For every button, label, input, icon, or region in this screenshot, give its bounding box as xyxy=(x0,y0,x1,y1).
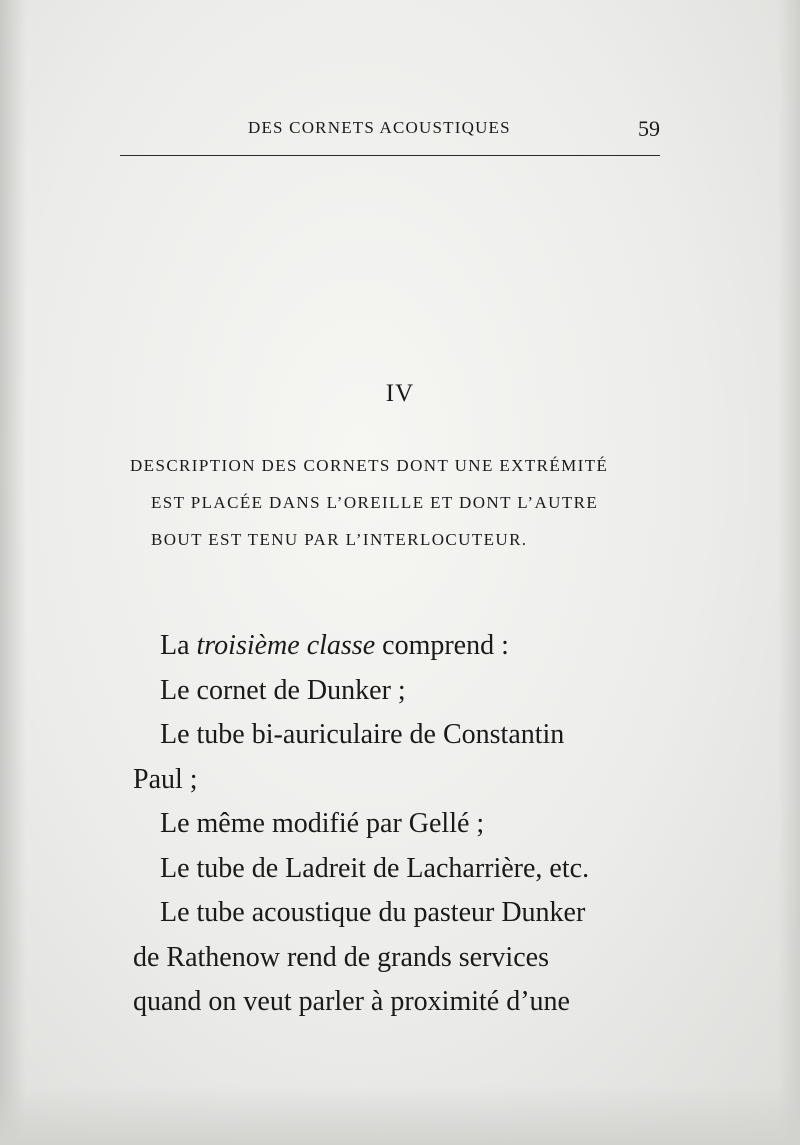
body-text xyxy=(133,624,666,1025)
text-run: comprend : xyxy=(375,630,509,661)
text-line: Le tube acoustique du pasteur Dunker xyxy=(160,897,586,928)
text-line: Le cornet de Dunker ; xyxy=(160,674,406,706)
page-edge-shadow-left xyxy=(0,0,26,1145)
page-number: 59 xyxy=(638,116,660,141)
chapter-title-line: DESCRIPTION DES CORNETS DONT UNE EXTRÉMITÉ xyxy=(130,456,609,475)
running-head xyxy=(120,118,660,148)
page-edge-shadow-right xyxy=(778,0,800,1145)
chapter-title-line: BOUT EST TENU PAR L’INTERLOCUTEUR. xyxy=(151,530,528,549)
text-line: quand on veut parler à proximité d’une xyxy=(133,986,570,1017)
italic-phrase: troisième classe xyxy=(196,630,376,661)
text-line: de Rathenow rend de grands services xyxy=(133,941,549,973)
text-line: Le tube bi-auriculaire de Constantin xyxy=(160,719,565,750)
chapter-title xyxy=(130,456,666,567)
header-rule xyxy=(120,155,660,156)
text-run: La xyxy=(160,630,197,661)
text-line: Le tube de Ladreit de Lacharrière, etc. xyxy=(160,852,590,884)
page-edge-shadow-bottom xyxy=(0,1085,800,1145)
running-title: DES CORNETS ACOUSTIQUES xyxy=(248,118,511,137)
text-line xyxy=(133,624,666,669)
chapter-number: IV xyxy=(385,380,415,407)
text-line: Paul ; xyxy=(133,763,198,795)
text-line: Le même modifié par Gellé ; xyxy=(160,808,485,839)
chapter-title-line: EST PLACÉE DANS L’OREILLE ET DONT L’AUTRE xyxy=(151,493,599,512)
